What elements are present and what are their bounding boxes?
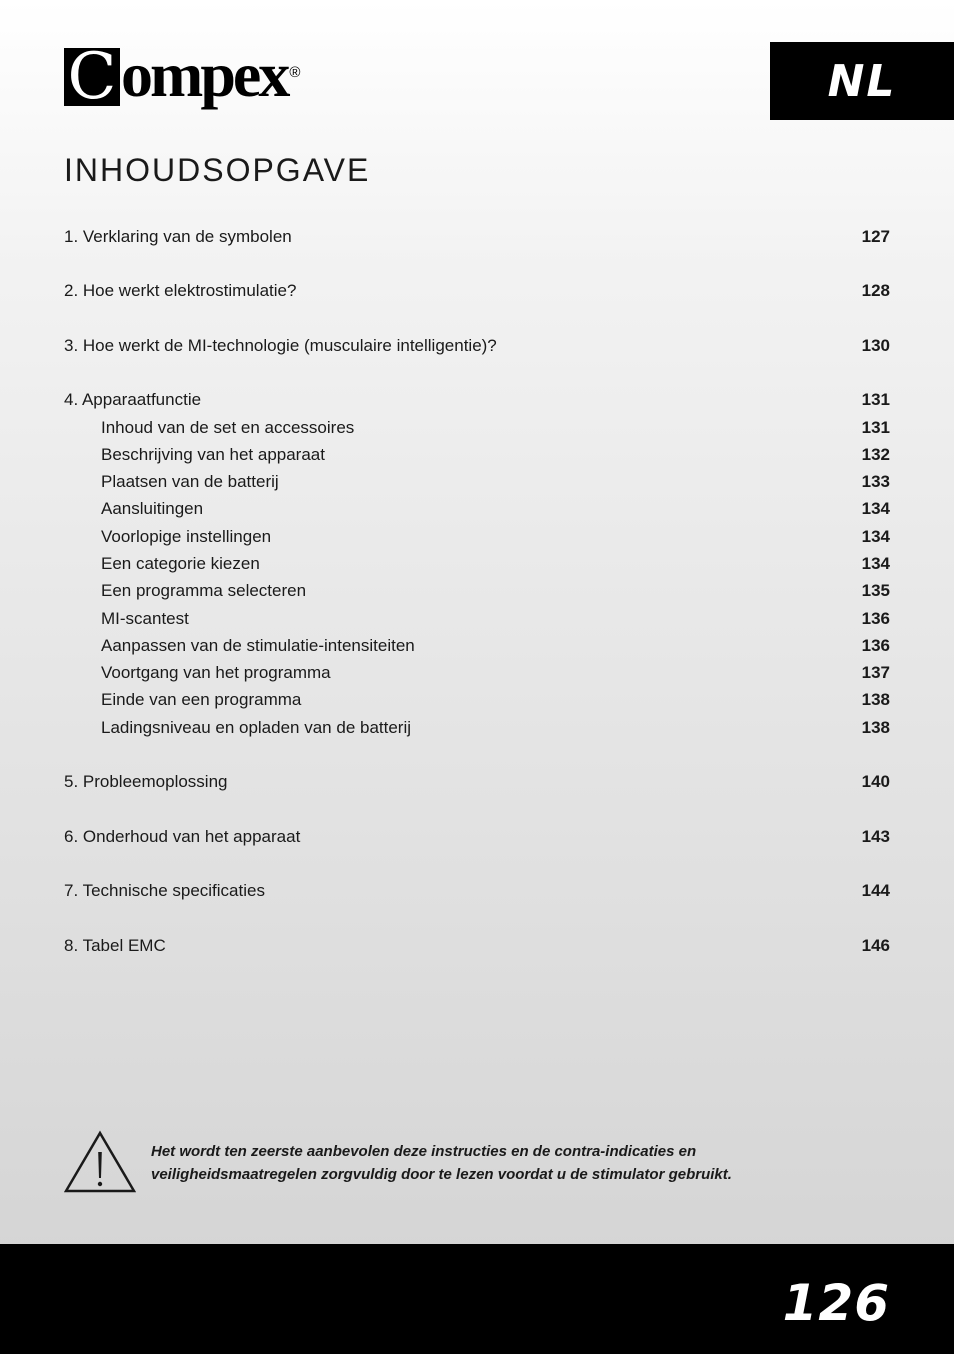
page-number: 126 [782,1274,890,1332]
toc-row[interactable] [64,225,890,249]
footer-bar [0,1244,954,1354]
toc-row[interactable] [64,388,890,412]
toc-label: Een categorie kiezen [101,554,260,573]
warning-triangle-icon [64,1130,136,1194]
toc-label: 8. Tabel EMC [64,936,166,955]
toc-page-number: 132 [861,445,890,464]
toc-page-number: 138 [861,718,890,737]
logo-wordmark: ompex [121,39,288,110]
toc-label: 7. Technische specificaties [64,881,265,900]
toc-label: 1. Verklaring van de symbolen [64,227,292,246]
toc-label: Einde van een programma [101,690,302,709]
toc-page-number: 143 [861,827,890,846]
compex-logo [64,40,300,120]
page-title: INHOUDSOPGAVE [64,152,371,188]
toc-page-number: 137 [861,663,890,682]
toc-page-number: 130 [861,336,890,355]
warning-line: Het wordt ten zeerste aanbevolen deze instructies en de contra-indicaties en [151,1143,697,1160]
toc-page-number: 134 [861,554,890,573]
toc-row[interactable] [64,770,890,794]
toc-label: Plaatsen van de batterij [101,472,279,491]
toc-subrow[interactable] [64,443,890,467]
toc-label: Voortgang van het programma [101,663,331,682]
toc-page-number: 135 [861,581,890,600]
toc-row[interactable] [64,279,890,303]
toc-label: Inhoud van de set en accessoires [101,418,355,437]
toc-page-number: 127 [861,227,890,246]
toc-subrow[interactable] [64,552,890,576]
registered-mark: ® [289,64,301,81]
toc-subrow[interactable] [64,661,890,685]
toc-subrow[interactable] [64,416,890,440]
toc-row[interactable] [64,334,890,358]
toc-subrow[interactable] [64,716,890,740]
toc-subrow[interactable] [64,470,890,494]
toc-page-number: 131 [861,390,890,409]
warning-text [151,1140,871,1186]
toc-subrow[interactable] [64,497,890,521]
toc-subrow[interactable] [64,634,890,658]
toc-label: 2. Hoe werkt elektrostimulatie? [64,281,297,300]
logo-letter-c: C [64,48,120,106]
toc-page-number: 134 [861,527,890,546]
toc-subrow[interactable] [64,579,890,603]
toc-label: 4. Apparaatfunctie [64,390,202,409]
toc-page-number: 134 [861,499,890,518]
toc-row[interactable] [64,825,890,849]
toc-subrow[interactable] [64,525,890,549]
toc-page-number: 136 [861,636,890,655]
toc-page-number: 128 [861,281,890,300]
toc-page-number: 138 [861,690,890,709]
toc-row[interactable] [64,934,890,958]
toc-label: Een programma selecteren [101,581,307,600]
toc-label: MI-scantest [101,609,189,628]
safety-warning [64,1130,894,1196]
toc-label: Voorlopige instellingen [101,527,272,546]
toc-page-number: 136 [861,609,890,628]
toc-page-number: 140 [861,772,890,791]
toc-label: 6. Onderhoud van het apparaat [64,827,301,846]
toc-row[interactable] [64,879,890,903]
toc-label: Ladingsniveau en opladen van de batterij [101,718,412,737]
warning-line: veiligheidsmaatregelen zorgvuldig door te lezen voordat u de stimulator gebruikt. [151,1166,732,1183]
toc-label: Aansluitingen [101,499,204,518]
toc-label: 5. Probleemoplossing [64,772,228,791]
toc-label: 3. Hoe werkt de MI-technologie (musculaire intelligentie)? [64,336,497,355]
toc-subrow[interactable] [64,607,890,631]
toc-label: Beschrijving van het apparaat [101,445,325,464]
toc-page-number: 144 [861,881,890,900]
toc-page-number: 146 [861,936,890,955]
toc-page-number: 133 [861,472,890,491]
toc-page-number: 131 [861,418,890,437]
language-tab: NL [770,42,954,120]
toc-label: Aanpassen van de stimulatie-intensiteiten [101,636,415,655]
toc-subrow[interactable] [64,688,890,712]
